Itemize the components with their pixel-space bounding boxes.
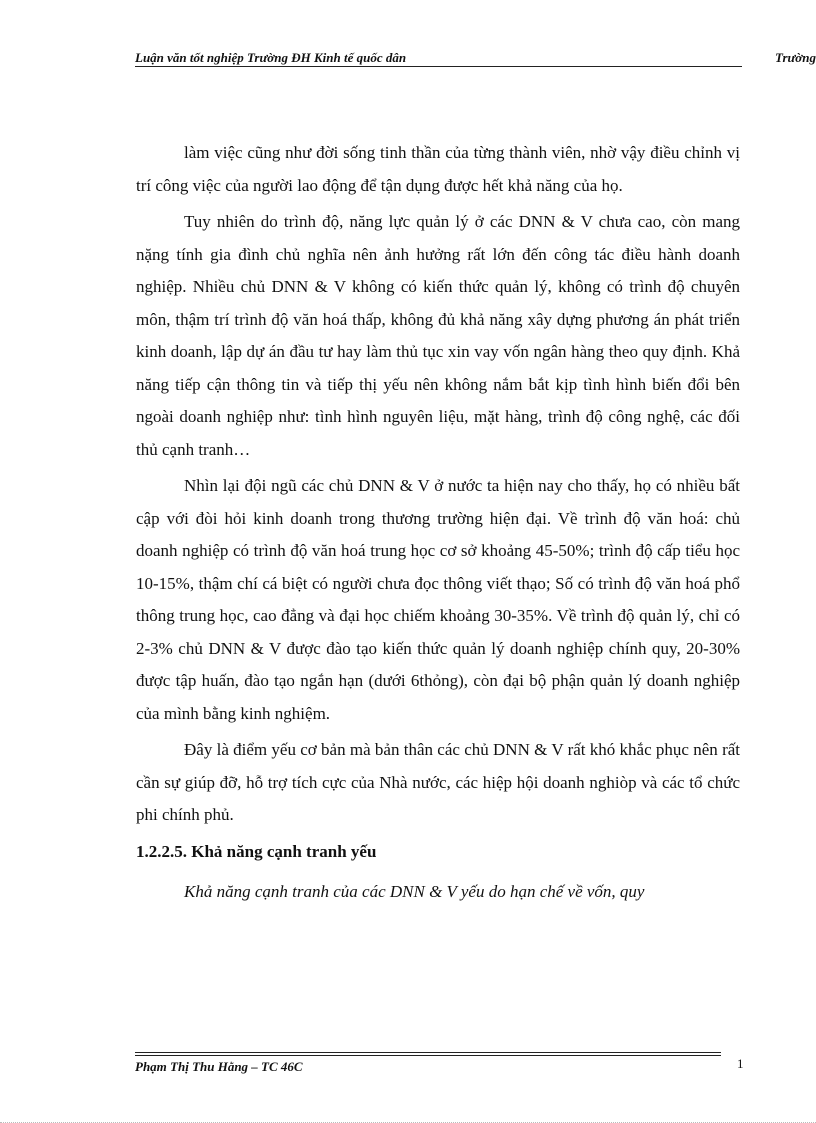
document-body: [136, 137, 740, 913]
footer-author: Phạm Thị Thu Hằng – TC 46C: [135, 1059, 303, 1074]
footer-divider-bottom: [135, 1055, 721, 1056]
header-title: Luận văn tốt nghiệp Trường ĐH Kinh tế quốc dân: [135, 50, 407, 65]
paragraph-2: Tuy nhiên do trình độ, năng lực quản lý ở các DNN & V chưa cao, còn mang nặng tính gia đình chủ nghĩa nên ảnh hưởng rất lớn đến công tác điều hành doanh nghiệp. Nhiều chủ DNN & V không có kiến thức quản lý, không có trình độ chuyên môn, thậm trí trình độ văn hoá thấp, không đủ khả năng xây dựng phương án phát triển kinh doanh, lập dự án đầu tư hay làm thủ tục xin vay vốn ngân hàng theo quy định. Khả năng tiếp cận thông tin và tiếp thị yếu nên không nắm bắt kịp tình hình biến đổi bên ngoài doanh nghiệp như: tình hình nguyên liệu, mặt hàng, trình độ công nghệ, các đối thủ cạnh tranh…: [136, 212, 740, 459]
paragraph-3: Nhìn lại đội ngũ các chủ DNN & V ở nước ta hiện nay cho thấy, họ có nhiều bất cập với đòi hỏi kinh doanh trong thương trường hiện đại. Về trình độ văn hoá: chủ doanh nghiệp có trình độ văn hoá trung học cơ sở khoảng 45-50%; trình độ cấp tiểu học 10-15%, thậm chí cá biệt có người chưa đọc thông viết thạo; Số có trình độ văn hoá phổ thông trung học, cao đẳng và đại học chiếm khoảng 30-35%. Về trình độ quản lý, chỉ có 2-3% chủ DNN & V được đào tạo kiến thức quản lý doanh nghiệp chính quy, 20-30% được tập huấn, đào tạo ngắn hạn (dưới 6thỏng), còn đại bộ phận quản lý doanh nghiệp của mình bằng kinh nghiệm.: [136, 476, 740, 723]
header-divider: [135, 66, 742, 67]
page-number: 1: [737, 1056, 744, 1071]
paragraph-1: làm việc cũng như đời sống tinh thần của từng thành viên, nhờ vậy điều chỉnh vị trí công việc của người lao động để tận dụng được hết khả năng của họ.: [136, 143, 740, 195]
section-heading: 1.2.2.5. Khả năng cạnh tranh yếu: [136, 841, 377, 861]
paragraph-5: Khả năng cạnh tranh của các DNN & V yếu do hạn chế về vốn, quy: [184, 882, 645, 901]
paragraph-4: Đây là điểm yếu cơ bản mà bản thân các chủ DNN & V rất khó khắc phục nên rất cần sự giúp đỡ, hỗ trợ tích cực của Nhà nước, các hiệp hội doanh nghiòp và các tổ chức phi chính phủ.: [136, 740, 740, 824]
footer-divider-top: [135, 1052, 721, 1053]
header-right-text: Trường: [775, 50, 816, 65]
